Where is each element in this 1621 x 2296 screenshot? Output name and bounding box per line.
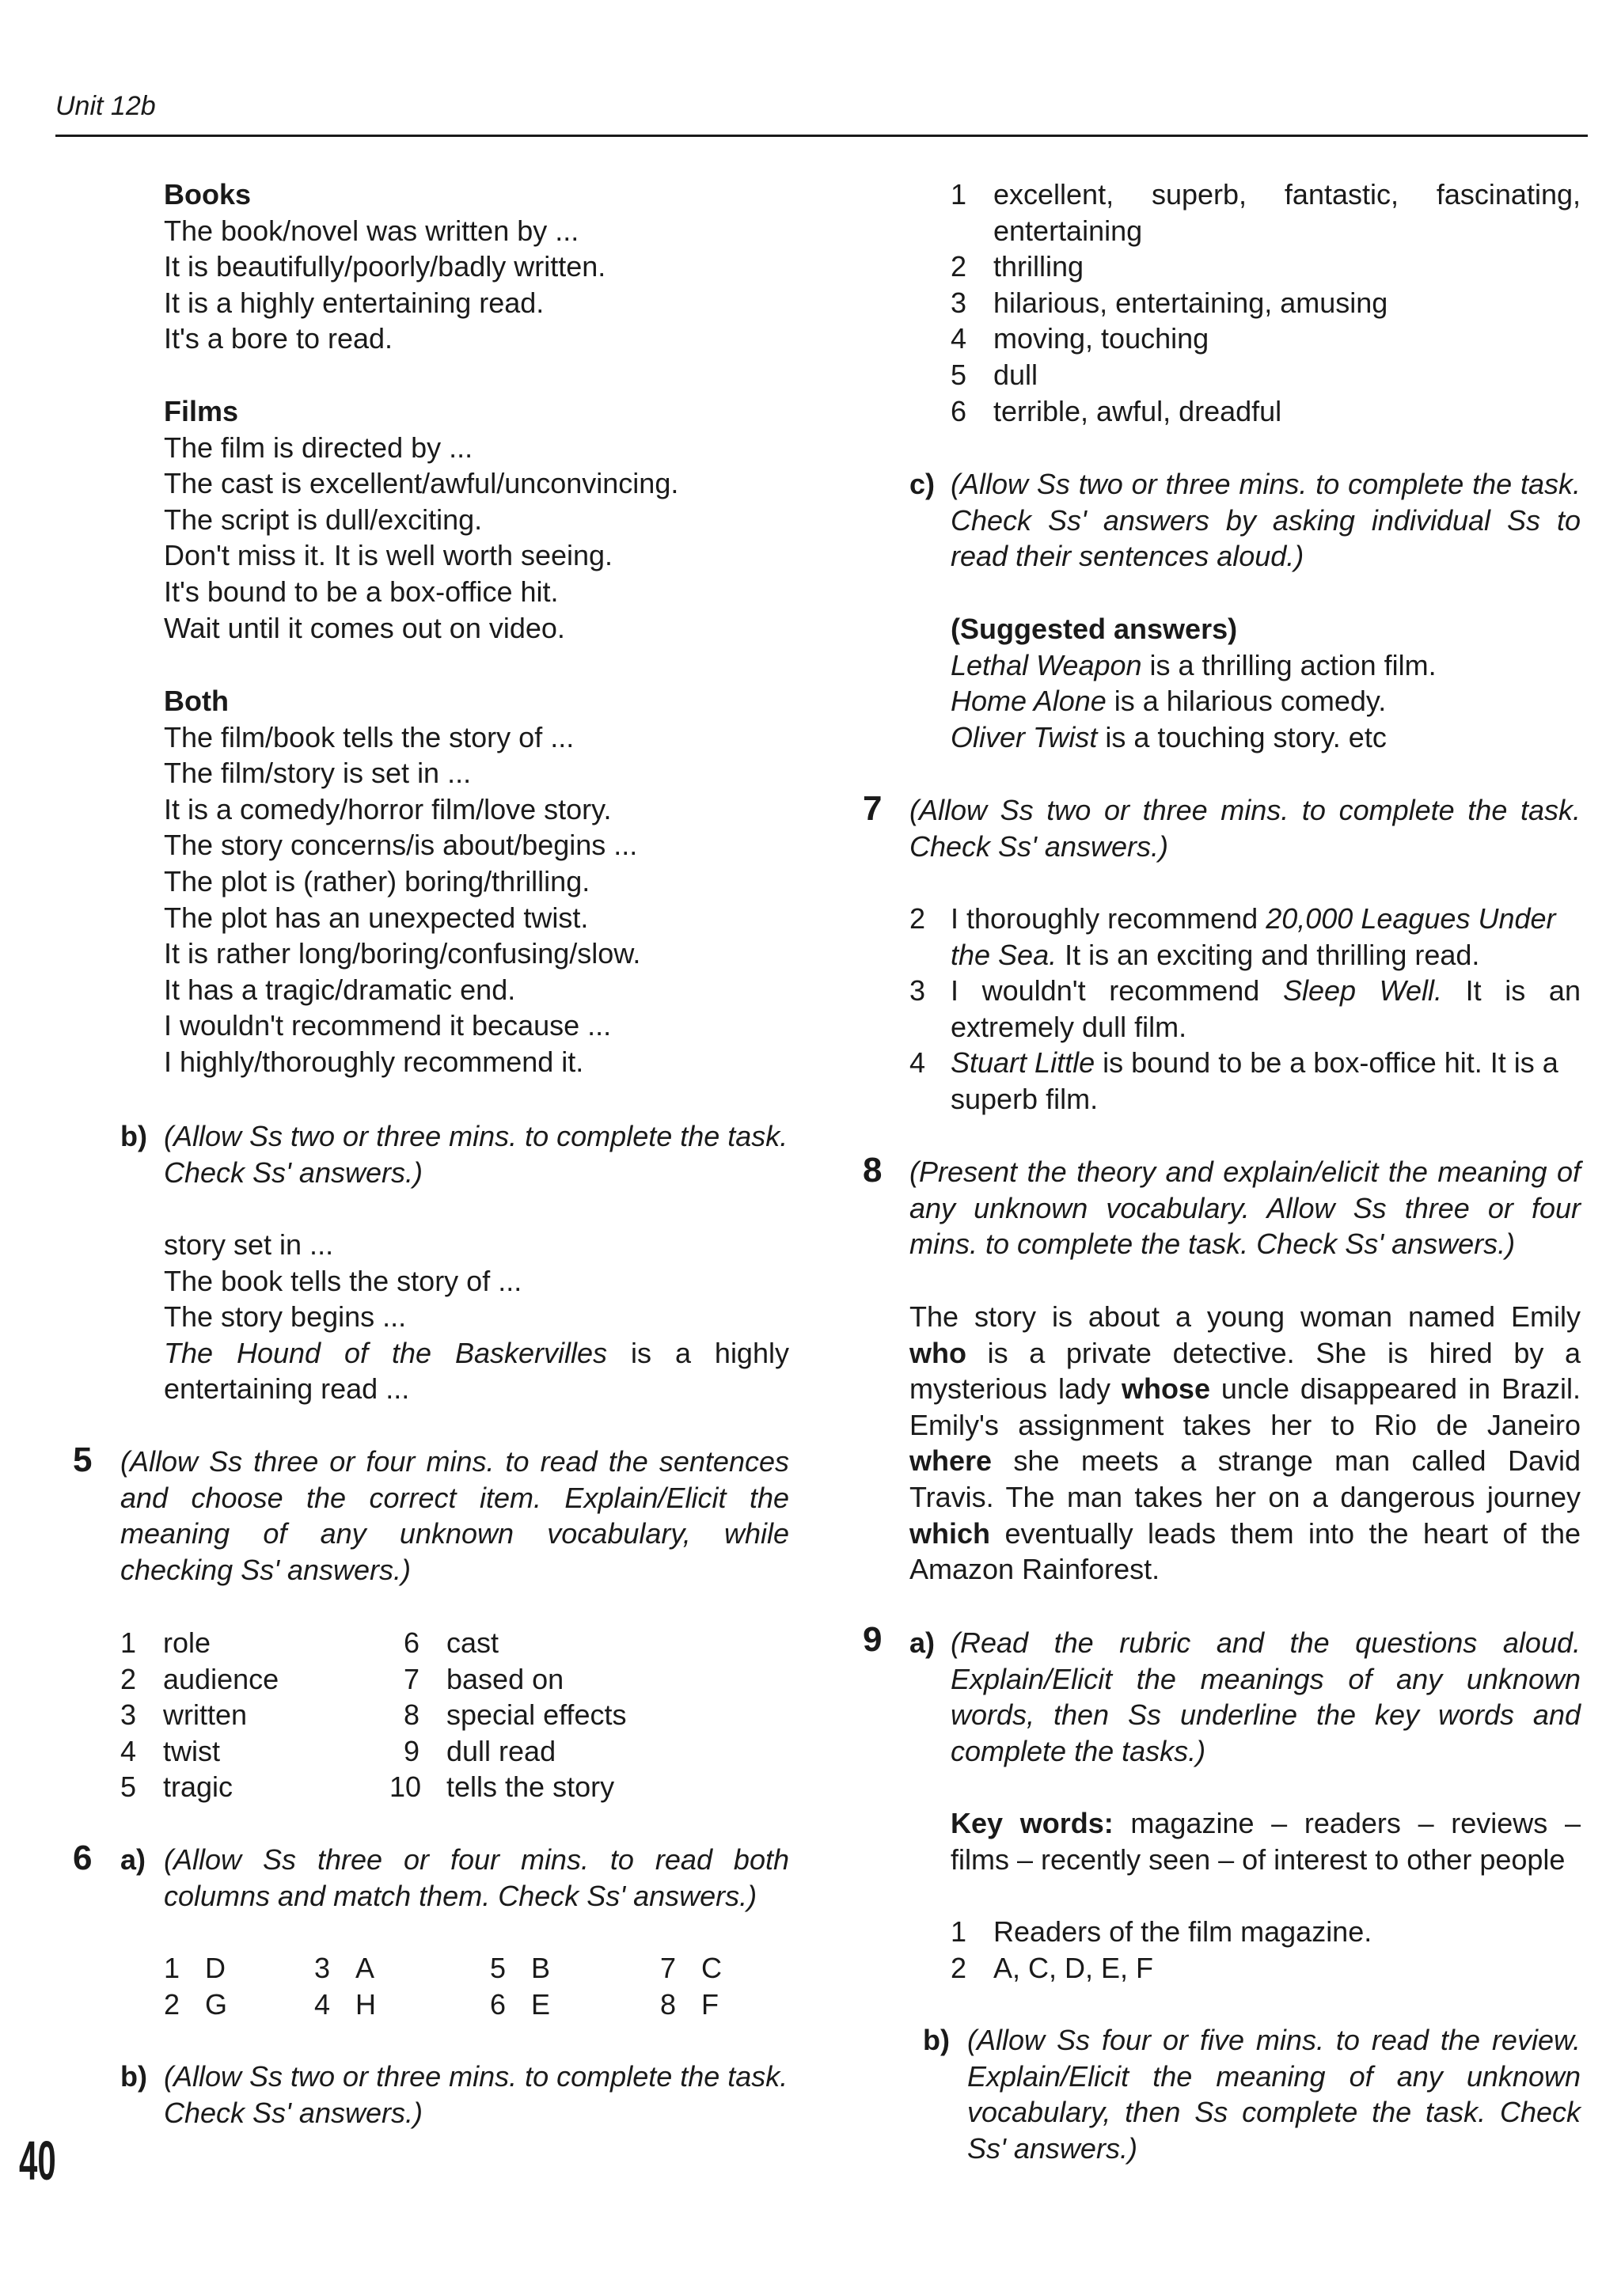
item-number: 4	[951, 322, 967, 355]
answer-text: is a highly	[631, 1336, 789, 1369]
instruction-line: (Allow Ss two or three mins. to complete the task.	[909, 794, 1581, 826]
both-title: Both	[164, 685, 229, 717]
answer-line: The story begins ...	[164, 1300, 407, 1334]
both-line: The plot has an unexpected twist.	[164, 901, 589, 934]
item-answer: moving, touching	[993, 322, 1209, 355]
ex9-key-words	[951, 1805, 1581, 1877]
films-section	[164, 393, 813, 646]
ex9b-label: b)	[923, 2024, 950, 2056]
item-answer: H	[355, 1987, 376, 2021]
item-number: 4	[909, 1046, 926, 1080]
exercise-number: 9	[863, 1620, 883, 1659]
instruction-line: (Allow Ss two or three mins. to complete the task.	[951, 468, 1581, 500]
both-section	[164, 683, 813, 1080]
item-number: 6	[404, 1626, 420, 1659]
paragraph-line	[909, 1335, 1581, 1372]
ex9a-instructions	[951, 1625, 1581, 1769]
item-number: 1	[951, 1915, 967, 1948]
key-words-text: magazine – readers – reviews –	[1113, 1807, 1581, 1839]
answer-text: I thoroughly recommend	[951, 902, 1266, 935]
instruction-line: Check Ss' answers.)	[164, 2096, 423, 2129]
item-answer: cast	[446, 1626, 499, 1659]
item-answer: extremely dull film.	[951, 1010, 1187, 1043]
ex8-answer-paragraph	[909, 1299, 1581, 1588]
item-answer: special effects	[446, 1698, 627, 1732]
ex9a-label: a)	[909, 1626, 936, 1659]
item-number: 6	[490, 1987, 507, 2021]
answer-text: is bound to be a box-office hit. It is a	[1095, 1046, 1558, 1080]
exercise-number: 8	[863, 1151, 883, 1190]
item-answer: A	[355, 1952, 375, 1984]
both-line: It has a tragic/dramatic end.	[164, 973, 516, 1006]
ex7-instructions	[909, 792, 1581, 864]
instruction-line: (Allow Ss four or five mins. to read the review.	[967, 2024, 1581, 2056]
item-answer: D	[205, 1952, 226, 1984]
answer-text: I wouldn't recommend	[951, 974, 1283, 1008]
book-title: The Hound of the Baskervilles	[164, 1336, 608, 1369]
answer-line	[164, 1335, 789, 1372]
ex6b-label: b)	[120, 2060, 147, 2093]
item-number: 8	[404, 1698, 420, 1732]
films-line: The script is dull/exciting.	[164, 503, 483, 536]
item-number: 3	[120, 1698, 137, 1732]
paragraph-line: The story is about a young woman named Emily	[909, 1300, 1581, 1333]
item-number: 2	[951, 1951, 967, 1984]
item-answer: tells the story	[446, 1770, 615, 1804]
item-answer: written	[163, 1698, 248, 1732]
key-words-label: Key words:	[951, 1807, 1114, 1839]
item-answer: terrible, awful, dreadful	[993, 394, 1282, 427]
instruction-line: (Present the theory and explain/elicit the meaning of	[909, 1156, 1581, 1188]
paragraph-line	[909, 1371, 1581, 1407]
item-number: 4	[120, 1734, 137, 1767]
item-answer: excellent, superb, fantastic, fascinating,	[993, 178, 1581, 211]
paragraph-line	[909, 1443, 1581, 1479]
item-number: 8	[660, 1987, 677, 2021]
instruction-line: mins. to complete the task. Check Ss' answers.)	[909, 1228, 1516, 1261]
instruction-line: vocabulary, then Ss complete the task. Check	[967, 2096, 1581, 2129]
item-answer: twist	[163, 1734, 220, 1767]
exercise-number: 5	[73, 1440, 93, 1479]
answer-line: entertaining read ...	[164, 1372, 410, 1406]
ex5-instructions	[120, 1444, 789, 1588]
item-number: 10	[389, 1770, 422, 1804]
item-number: 6	[951, 394, 967, 427]
instruction-line: Explain/Elicit the meaning of any unknown	[967, 2059, 1581, 2093]
instruction-line: (Allow Ss two or three mins. to complete the task.	[164, 2060, 788, 2093]
paragraph-text: uncle disappeared in Brazil.	[1209, 1372, 1581, 1406]
both-line: I highly/thoroughly recommend it.	[164, 1045, 584, 1078]
book-title: Oliver Twist	[951, 720, 1098, 753]
paragraph-text: mysterious lady	[909, 1372, 1122, 1406]
instruction-line: words, then Ss underline the key words and	[951, 1698, 1581, 1732]
item-answer	[951, 937, 1479, 973]
paragraph-text: she meets a strange man called David	[992, 1444, 1581, 1478]
key-words-line	[951, 1805, 1581, 1842]
books-title: Books	[164, 178, 252, 211]
paragraph-text: eventually leads them into the heart of the	[990, 1516, 1581, 1550]
ex8-instructions	[909, 1154, 1581, 1262]
relative-pronoun: who	[909, 1336, 966, 1369]
film-title: Stuart Little	[951, 1046, 1095, 1080]
film-title: Home Alone	[951, 685, 1107, 718]
item-answer: hilarious, entertaining, amusing	[993, 286, 1388, 319]
both-line: The plot is (rather) boring/thrilling.	[164, 864, 590, 898]
item-number: 7	[404, 1662, 420, 1695]
books-line: It is a highly entertaining read.	[164, 286, 545, 319]
relative-pronoun: whose	[1121, 1372, 1210, 1406]
instruction-line: complete the tasks.)	[951, 1734, 1206, 1767]
answer-text: is a hilarious comedy.	[1106, 685, 1387, 718]
item-answer: dull read	[446, 1734, 556, 1767]
instruction-line: (Allow Ss three or four mins. to read both	[164, 1843, 789, 1876]
films-line: The film is directed by ...	[164, 431, 473, 464]
paragraph-line: Emily's assignment takes her to Rio de Janeiro	[909, 1408, 1581, 1441]
item-number: 5	[951, 359, 967, 391]
item-answer: A, C, D, E, F	[993, 1951, 1154, 1984]
item-answer: entertaining	[993, 214, 1143, 247]
books-line: The book/novel was written by ...	[164, 214, 579, 247]
item-number: 9	[404, 1734, 420, 1767]
item-answer: E	[531, 1987, 551, 2021]
instruction-line: read their sentences aloud.)	[951, 540, 1304, 573]
item-number: 2	[120, 1662, 137, 1695]
ex4b-answers	[164, 1227, 789, 1407]
answer-line: story set in ...	[164, 1228, 334, 1261]
instruction-line: (Allow Ss three or four mins. to read the sentences	[120, 1445, 789, 1478]
instruction-line: columns and match them. Check Ss' answers.)	[164, 1879, 757, 1912]
film-title: Sleep Well.	[1282, 974, 1443, 1008]
item-number: 2	[164, 1987, 180, 2021]
answer-text: It is an	[1465, 974, 1581, 1008]
item-number: 1	[120, 1626, 137, 1659]
films-line: Wait until it comes out on video.	[164, 611, 565, 644]
item-answer: audience	[163, 1662, 279, 1695]
item-answer	[951, 973, 1581, 1009]
unit-label: Unit 12b	[55, 91, 156, 121]
book-title: 20,000 Leagues Under	[1266, 902, 1556, 935]
both-line: It is rather long/boring/confusing/slow.	[164, 937, 641, 970]
item-number: 3	[951, 286, 967, 319]
instruction-line: Check Ss' answers.)	[164, 1156, 423, 1189]
page-number: 40	[19, 2130, 56, 2192]
ex6a-instructions	[164, 1842, 789, 1914]
item-answer: B	[531, 1952, 551, 1984]
key-words-line: films – recently seen – of interest to other people	[951, 1842, 1566, 1876]
both-line: The film/story is set in ...	[164, 757, 472, 790]
item-answer: role	[163, 1626, 211, 1659]
instruction-line: Check Ss' answers by asking individual Ss to	[951, 503, 1581, 537]
paragraph-line	[909, 1516, 1581, 1552]
instruction-line: any unknown vocabulary. Allow Ss three or four	[909, 1191, 1581, 1224]
both-line: It is a comedy/horror film/love story.	[164, 792, 612, 825]
books-line: It is beautifully/poorly/badly written.	[164, 250, 606, 283]
item-number: 2	[909, 902, 926, 935]
instruction-line: Explain/Elicit the meanings of any unknown	[951, 1662, 1581, 1695]
item-answer	[951, 1045, 1558, 1081]
instruction-line: meaning of any unknown vocabulary, while	[120, 1517, 789, 1550]
books-line: It's a bore to read.	[164, 322, 393, 355]
instruction-line: and choose the correct item. Explain/Elicit the	[120, 1481, 789, 1514]
answer-line: The book tells the story of ...	[164, 1264, 522, 1297]
item-number: 2	[951, 250, 967, 283]
ex6c-instructions	[951, 466, 1581, 575]
ex6b-instructions	[164, 2059, 789, 2131]
item-answer: Readers of the film magazine.	[993, 1915, 1372, 1948]
both-line: The story concerns/is about/begins ...	[164, 829, 638, 862]
item-answer	[951, 901, 1556, 937]
book-title: the Sea.	[951, 938, 1057, 971]
item-number: 5	[490, 1952, 507, 1984]
ex4b-label: b)	[120, 1120, 147, 1152]
books-section	[164, 176, 813, 357]
films-title: Films	[164, 395, 239, 427]
item-number: 3	[314, 1952, 331, 1984]
film-title: Lethal Weapon	[951, 648, 1142, 681]
item-number: 5	[120, 1770, 137, 1804]
item-number: 7	[660, 1952, 677, 1984]
suggested-title: (Suggested answers)	[951, 613, 1238, 645]
paragraph-text: is a private detective. She is hired by a	[966, 1336, 1581, 1369]
item-number: 4	[314, 1987, 331, 2021]
item-number: 1	[951, 178, 967, 211]
header-rule	[55, 135, 1588, 137]
item-answer: superb film.	[951, 1083, 1099, 1115]
both-line: The film/book tells the story of ...	[164, 720, 575, 753]
ex6c-label: c)	[909, 468, 936, 500]
item-answer: dull	[993, 359, 1038, 391]
answer-text: is a thrilling action film.	[1141, 648, 1437, 681]
both-line: I wouldn't recommend it because ...	[164, 1009, 612, 1042]
ex6c-suggested	[951, 611, 1581, 755]
films-line: It's bound to be a box-office hit.	[164, 575, 559, 608]
item-answer: based on	[446, 1662, 564, 1695]
instruction-line: checking Ss' answers.)	[120, 1553, 412, 1586]
answer-line	[951, 719, 1581, 756]
answer-line	[951, 683, 1581, 719]
answer-line	[951, 647, 1581, 684]
instruction-line: (Allow Ss two or three mins. to complete the task.	[164, 1120, 788, 1152]
paragraph-line: Travis. The man takes her on a dangerous journey	[909, 1480, 1581, 1513]
answer-text: It is an exciting and thrilling read.	[1057, 938, 1480, 971]
instruction-line: Check Ss' answers.)	[909, 829, 1168, 863]
item-answer: thrilling	[993, 250, 1084, 283]
ex4b-instructions	[164, 1118, 789, 1190]
answer-text: is a touching story. etc	[1097, 720, 1387, 753]
item-answer: G	[205, 1987, 228, 2021]
relative-pronoun: which	[909, 1516, 991, 1550]
films-line: Don't miss it. It is well worth seeing.	[164, 539, 613, 572]
exercise-number: 6	[73, 1839, 93, 1877]
films-line: The cast is excellent/awful/unconvincing.	[164, 467, 679, 500]
item-answer: tragic	[163, 1770, 233, 1804]
ex6a-label: a)	[120, 1843, 146, 1876]
item-answer: C	[701, 1952, 722, 1984]
item-number: 3	[909, 974, 926, 1008]
relative-pronoun: where	[909, 1444, 993, 1478]
instruction-line: Ss' answers.)	[967, 2131, 1137, 2165]
paragraph-line: Amazon Rainforest.	[909, 1553, 1160, 1586]
instruction-line: (Read the rubric and the questions aloud.	[951, 1626, 1581, 1659]
ex9b-instructions	[967, 2022, 1581, 2166]
item-answer: F	[701, 1987, 719, 2021]
exercise-number: 7	[863, 789, 883, 828]
item-number: 1	[164, 1952, 180, 1984]
